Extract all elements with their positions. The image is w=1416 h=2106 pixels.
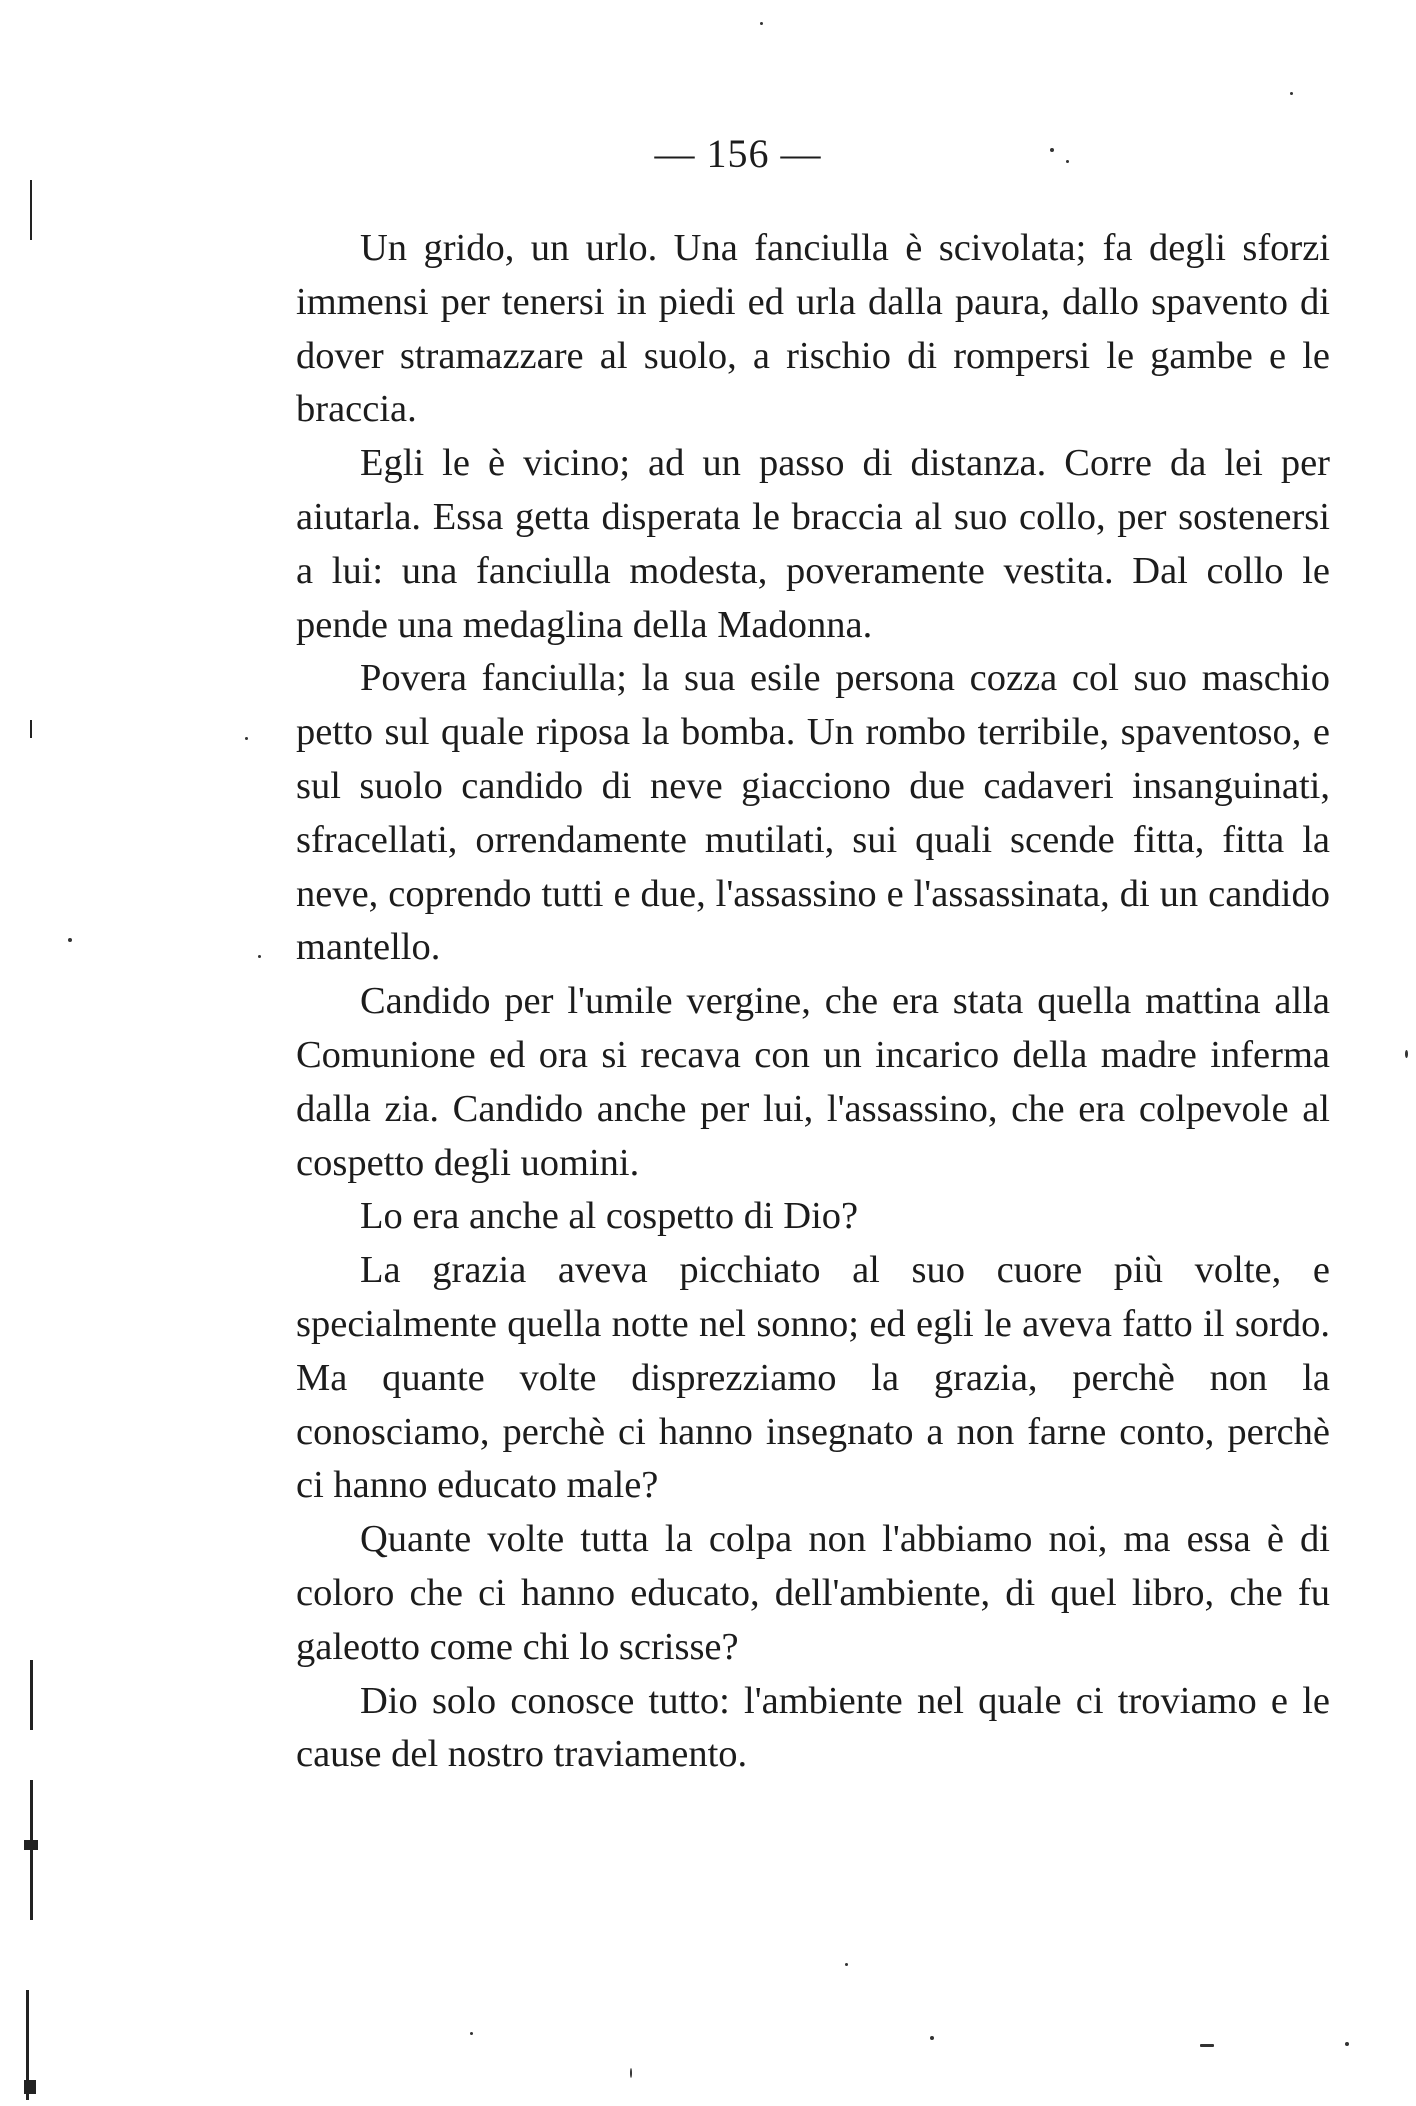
paragraph: Candido per l'umile vergine, che era stata quella mattina alla Comunione ed ora si recava con un incarico della madre inferma dalla zia. Candido anche per lui, l'assassino, che era colpevole al cospetto degli uomini. (296, 980, 1330, 1184)
paragraph: Egli le è vicino; ad un passo di distanza. Corre da lei per aiutarla. Essa getta disperata le braccia al suo collo, per sostenersi a lui: una fanciulla modesta, poveramente vestita. Dal collo le pende una medaglina della Madonna. (296, 442, 1330, 646)
scan-speck (470, 2032, 473, 2035)
scan-speck (258, 955, 261, 958)
scan-speck (245, 737, 248, 740)
scan-speck (1290, 92, 1293, 95)
scan-speck (1405, 1050, 1408, 1058)
scan-edge-mark (30, 1780, 33, 1920)
scan-speck (68, 938, 72, 942)
page-number: — 156 — (654, 131, 822, 176)
paragraph: Dio solo conosce tutto: l'ambiente nel quale ci troviamo e le cause del nostro traviamento. (296, 1679, 1330, 1776)
scan-edge-mark (24, 1840, 38, 1850)
paragraph: Quante volte tutta la colpa non l'abbiamo noi, ma essa è di coloro che ci hanno educato, dell'ambiente, di quel libro, che fu galeotto come chi lo scrisse? (296, 1518, 1330, 1668)
scan-speck (930, 2036, 934, 2040)
scan-speck (1066, 160, 1069, 163)
scan-edge-mark (24, 2080, 36, 2094)
scan-speck (760, 22, 763, 25)
scan-speck (1200, 2044, 1214, 2047)
scan-speck (845, 1963, 848, 1966)
paragraph: Povera fanciulla; la sua esile persona cozza col suo maschio petto sul quale riposa la bomba. Un rombo terribile, spaventoso, e sul suolo candido di neve giacciono due cadaveri insanguinati, sfracellati, orrendamente mutilati, sui quali scende fitta, fitta la neve, coprendo tutti e due, l'assassino e l'assassinata, di un candido mantello. (296, 657, 1330, 969)
scan-edge-mark (30, 1660, 33, 1730)
scan-speck (1345, 2042, 1349, 2046)
paragraph: La grazia aveva picchiato al suo cuore più volte, e specialmente quella notte nel sonno; ed egli le aveva fatto il sordo. Ma quante volte disprezziamo la grazia, perchè non la conosciamo, perchè ci hanno insegnato a non farne conto, perchè ci hanno educato male? (296, 1249, 1330, 1507)
body-text (296, 222, 1330, 1782)
scan-speck (1050, 148, 1054, 152)
paragraph: Un grido, un urlo. Una fanciulla è scivolata; fa degli sforzi immensi per tenersi in piedi ed urla dalla paura, dallo spavento di dover stramazzare al suolo, a rischio di rompersi le gambe e le braccia. (296, 227, 1330, 431)
scan-edge-mark (30, 720, 32, 738)
paragraph: Lo era anche al cospetto di Dio? (360, 1195, 859, 1238)
scan-speck (630, 2068, 632, 2078)
scan-edge-mark (30, 180, 32, 240)
